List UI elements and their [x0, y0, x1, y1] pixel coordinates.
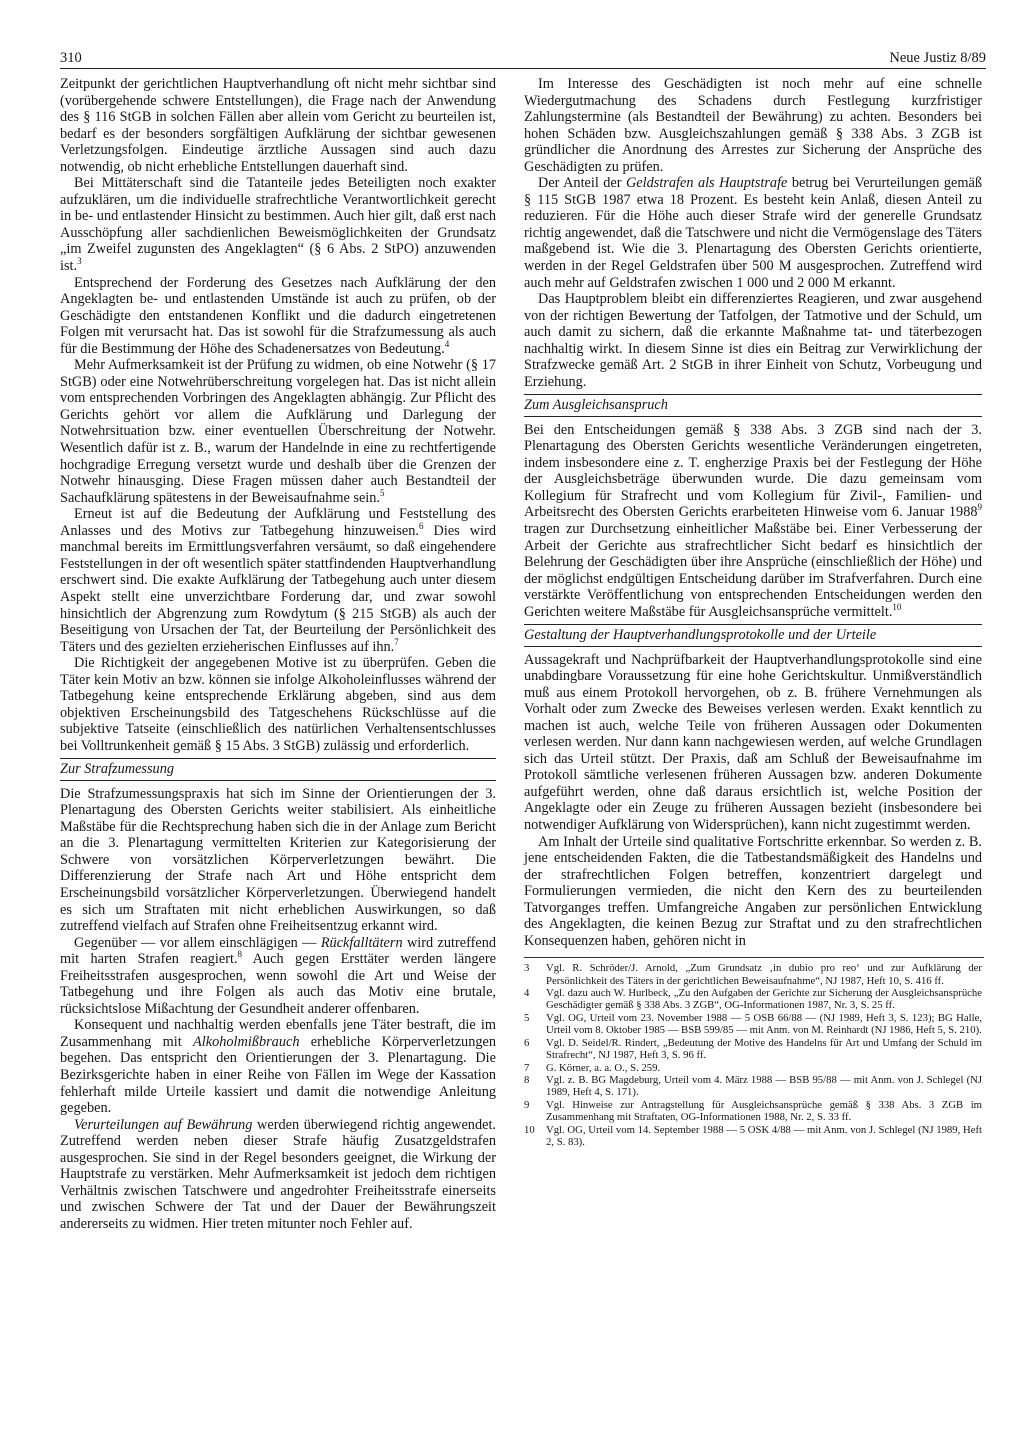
paragraph: Am Inhalt der Urteile sind qualitative Fortschritte erkennbar. So werden z. B. jene entscheidenden Fakten, die die Tatbestandsmäßigkeit des Handelns und der strafrechtlichen Folgen betreffen, konzentriert dargelegt und Formulierungen vermieden, die nicht den Kern des zu beurteilenden Tatvorganges treffen. Umfangreiche Angaben zur persönlichen Entwicklung des Angeklagten, die keinen Bezug zur Straftat und zu den strafrechtlichen Konsequenzen haben, gehören nicht in [524, 833, 982, 949]
section-heading-strafzumessung: Zur Strafzumessung [60, 758, 496, 780]
section-heading-protokolle: Gestaltung der Hauptverhandlungsprotokolle und der Urteile [524, 624, 982, 646]
footnote: 6 Vgl. D. Seidel/R. Rindert, „Bedeutung der Motive des Handelns für Art und Umfang der Schuld im Strafrecht“, NJ 1987, Heft 3, S. 96 ff. [524, 1036, 982, 1061]
footnote-rule [524, 957, 984, 958]
paragraph: Zeitpunkt der gerichtlichen Hauptverhandlung oft nicht mehr sichtbar sind (vorübergehende schwere Entstellungen), die Frage nach der Anwendung des § 116 StGB in solchen Fällen aber allein vom Gericht zu beurteilen ist, bedarf es der besonders sorgfältigen Aufklärung der sichtbar gewesenen Verletzungsfolgen. Eindeutige ärztliche Aussagen sind auch dazu notwendig, ob nicht erhebliche Entstellungen dauerhaft sind. [60, 76, 496, 175]
paragraph: Verurteilungen auf Bewährung werden überwiegend richtig angewendet. Zutreffend werden neben dieser Strafe häufig Zusatzgeldstrafen ausgesprochen. Sie sind in der Regel besonders geeignet, die Wirkung der Hauptstrafe zu verstärken. Mehr Aufmerksamkeit ist jedoch dem richtigen Verhältnis zwischen Tatschwere und angedrohter Freiheitsstrafe einerseits und zwischen Schwere der Tat und der Dauer der Bewährungszeit andererseits zu widmen. Hier treten mitunter noch Fehler auf. [60, 1116, 496, 1232]
footnote: 7 G. Körner, a. a. O., S. 259. [524, 1061, 661, 1074]
footnote: 4 Vgl. dazu auch W. Hurlbeck, „Zu den Aufgaben der Gerichte zur Sicherung der Ausgleichsansprüche Geschädigter gemäß § 338 Abs. 3 ZGB“, OG-Informationen 1987, Nr. 3, S. 25 ff. [524, 987, 982, 1012]
header-rule [60, 68, 986, 69]
footnote-ref[interactable]: 8 [237, 949, 243, 960]
footnote: 5 Vgl. OG, Urteil vom 23. November 1988 — 5 OSB 66/88 — (NJ 1989, Heft 3, S. 123); BG Halle, Urteil vom 8. Oktober 1985 — BSB 599/85 — mit Anm. von M. Reinhardt (NJ 1986, Heft 5, S. 210). [524, 1012, 982, 1037]
section-heading-ausgleichsanspruch: Zum Ausgleichsanspruch [524, 394, 982, 416]
paragraph: Mehr Aufmerksamkeit ist der Prüfung zu widmen, ob eine Notwehr (§ 17 StGB) oder eine Notwehrüberschreitung vorgelegen hat. Das ist nicht allein vom entsprechenden Vorbringen des Angeklagten abhängig. Zur Pflicht des Gerichts gehört vor allem die Aufklärung und Darlegung der Notwehrsituation bzw. einer eventuellen Überschreitung der Notwehr. Wesentlich dafür ist z. B., warum der Handelnde in eine zu rechtfertigende hochgradige Erregung versetzt wurde und deshalb über die Grenzen der Notwehr hinausging. Diese Fragen müssen daher auch Bestandteil der Sachaufklärung spätestens in der Beweisaufnahme sein.$^5$ [60, 357, 496, 506]
footnotes [524, 962, 982, 1148]
paragraph: Konsequent und nachhaltig werden ebenfalls jene Täter bestraft, die im Zusammenhang mit Alkoholmißbrauch erhebliche Körperverletzungen begehen. Das entspricht den Orientierungen der 3. Plenartagung. Die Bezirksgerichte haben in einer Reihe von Fällen im Wege der Kassation fehlerhaft milde Urteile kassiert und damit die notwendige Anleitung gegeben. [60, 1017, 496, 1117]
paragraph: Das Hauptproblem bleibt ein differenziertes Reagieren, und zwar ausgehend von der richtigen Bewertung der Tatfolgen, der Tatmotive und der Schuld, um auch damit zu sichern, daß die erkannte Maßnahme tat- und täterbezogen nachhaltig wirkt. In diesem Sinne ist dies ein Beitrag zur Verwirklichung der Strafzwecke gemäß Art. 2 StGB in ihrer Einheit von Schutz, Vorbeugung und Erziehung. [524, 291, 982, 390]
paragraph: Erneut ist auf die Bedeutung der Aufklärung und Feststellung des Anlasses und des Motivs zur Tatbegehung hinzuweisen.$^6$ Dies wird manchmal bereits im Ermittlungsverfahren versäumt, so daß eingehendere Feststellungen in der oft wesentlich später stattfindenden Hauptverhandlung erschwert sind. Die exakte Aufklärung der Tatbegehung auch unter diesem Aspekt stellt eine unverzichtbare Forderung dar, und zwar sowohl hinsichtlich der Abgrenzung zum Rowdytum (§ 215 StGB) als auch der Beseitigung von Ursachen der Tat, der Beurteilung der Persönlichkeit des Täters und des gezielten erzieherischen Einflusses auf ihn.$^7$ [60, 506, 497, 655]
footnote: 10 Vgl. OG, Urteil vom 14. September 1988 — 5 OSK 4/88 — mit Anm. von J. Schlegel (NJ 1989, Heft 2, S. 83). [524, 1123, 982, 1149]
footnote-ref[interactable]: 4 [444, 338, 450, 349]
page-number: 310 [60, 50, 82, 66]
paragraph: Bei Mittäterschaft sind die Tatanteile jedes Beteiligten noch exakter aufzuklären, um die individuelle strafrechtliche Verantwortlichkeit gerecht in be- und entlastender Hinsicht zu bestimmen. Auch hier gilt, daß erst nach Ausschöpfung aller sachdienlichen Beweismöglichkeiten der Grundsatz „im Zweifel zugunsten des Angeklagten“ (§ 6 Abs. 2 StPO) anzuwenden ist.$^3$ [60, 175, 496, 275]
footnote-ref[interactable]: 9 [977, 502, 982, 513]
journal-name: Neue Justiz 8/89 [889, 50, 986, 66]
footnote-ref[interactable]: 3 [77, 256, 82, 267]
paragraph: Im Interesse des Geschädigten ist noch mehr auf eine schnelle Wiedergutmachung des Schadens durch Festlegung kurzfristiger Zahlungstermine (als Bestandteil der Bewährung) zu achten. Besonders bei hohen Schäden bzw. Ausgleichszahlungen gemäß § 338 Abs. 3 ZGB ist gründlicher die Anordnung des Arrestes zur Sicherung der Ansprüche des Geschädigten zu prüfen. [524, 76, 982, 175]
footnote-ref[interactable]: 10 [892, 601, 902, 612]
footnote-ref[interactable]: 6 [418, 521, 424, 531]
footnote: 3 Vgl. R. Schröder/J. Arnold, „Zum Grundsatz ‚in dubio pro reo‘ und zur Aufklärung der Persönlichkeit des Täters in der gerichtlichen Beweisaufnahme“, NJ 1987, Heft 10, S. 416 ff. [524, 962, 982, 987]
paragraph: Bei den Entscheidungen gemäß § 338 Abs. 3 ZGB sind nach der 3. Plenartagung des Obersten Gerichts wesentliche Veränderungen eingetreten, indem insbesondere eine z. T. engherzige Praxis bei der Festlegung der Höhe der Ausgleichsbeträge überwunden wurde. Die dazu gemeinsam vom Kollegium für Strafrecht und vom Kollegium für Zivil-, Familien- und Arbeitsrecht des Obersten Gerichts erarbeiteten Hinweise vom 6. Januar 1988$^9$ tragen zur Durchsetzung einheitlicher Maßstäbe bei. Einer Verbesserung der Arbeit der Gerichte aus strafrechtlicher Sicht bedarf es hinsichtlich der Belehrung der Geschädigten über ihre Ansprüche (einschließlich der Höhe) und der möglichst endgültigen Entscheidung darüber im Strafverfahren. Durch eine verstärkte Veröffentlichung von entsprechenden Entscheidungen werden den Gerichten weitere Maßstäbe für Ausgleichsansprüche vermittelt.$^{10}$ [524, 421, 982, 620]
footnote: 8 Vgl. z. B. BG Magdeburg, Urteil vom 4. März 1988 — BSB 95/88 — mit Anm. von J. Schlegel (NJ 1989, Heft 4, S. 171). [524, 1074, 982, 1099]
paragraph: Gegenüber — vor allem einschlägigen — Rückfalltätern wird zutreffend mit harten Strafen reagiert.$^8$ Auch gegen Ersttäter werden längere Freiheitsstrafen ausgesprochen, wenn sowohl die Art und Weise der Tatbegehung und ihre Folgen als auch das Motiv eine brutale, rücksichtslose Mißachtung der Gesundheit anderer offenbaren. [60, 934, 496, 1017]
paragraph: Die Strafzumessungspraxis hat sich im Sinne der Orientierungen der 3. Plenartagung des Obersten Gerichts weiter stabilisiert. Als einheitliche Maßstäbe für die Rechtsprechung haben sich die in der Anlage zum Bericht an die 3. Plenartagung vermittelten Kriterien zur Kategorisierung der Schwere von vorsätzlichen Körperverletzungen bewährt. Die Differenzierung der Strafe nach Art und Höhe entspricht dem Erscheinungsbild vorsätzlicher Körperverletzungen. Überwiegend handelt es sich um Straftaten mit nicht erheblichen Auswirkungen, so daß zutreffend vielfach auf Strafen ohne Freiheitsentzug erkannt wird. [60, 785, 496, 935]
footnote-ref[interactable]: 5 [380, 487, 385, 498]
footnote: 9 Vgl. Hinweise zur Antragstellung für Ausgleichsansprüche gemäß § 338 Abs. 3 ZGB im Zusammenhang mit Straftaten, OG-Informationen 1988, Nr. 2, S. 33 ff. [524, 1099, 982, 1124]
footnote-ref[interactable]: 7 [394, 636, 399, 647]
left-column [60, 76, 496, 1232]
page-header [60, 50, 986, 70]
paragraph: Entsprechend der Forderung des Gesetzes nach Aufklärung der den Angeklagten be- und entlastenden Umstände ist auch zu prüfen, ob der Geschädigte den entstandenen Konflikt und die dadurch eingetretenen Folgen mit verursacht hat. Das ist sowohl für die Strafzumessung als auch für die Bestimmung der Höhe des Schadenersatzes von Bedeutung.$^4$ [60, 274, 496, 357]
paragraph: Der Anteil der Geldstrafen als Hauptstrafe betrug bei Verurteilungen gemäß § 115 StGB 1987 etwa 18 Prozent. Es besteht kein Anlaß, diesen Anteil zu reduzieren. Für die Höhe auch dieser Strafe wird der generelle Grundsatz richtig angewendet, daß die Tatschwere und nicht die Vermögenslage des Täters maßgebend ist. Wie die 3. Plenartagung des Obersten Gerichts orientierte, werden in der Regel Geldstrafen über 500 M ausgesprochen. Zutreffend wird auch mehr auf Geldstrafen zwischen 1 000 und 2 000 M erkannt. [524, 175, 982, 291]
paragraph: Die Richtigkeit der angegebenen Motive ist zu überprüfen. Geben die Täter kein Motiv an bzw. können sie infolge Alkoholeinflusses während der Tatbegehung keine entsprechende Erklärung abgeben, sind aus dem objektiven Erscheinungsbild des Tatgeschehens Rückschlüsse auf die subjektive Tatseite (einschließlich des natürlichen Verhaltensentschlusses bei Volltrunkenheit gemäß § 15 Abs. 3 StGB) zulässig und erforderlich. [60, 655, 496, 754]
right-column [524, 76, 982, 1149]
paragraph: Aussagekraft und Nachprüfbarkeit der Hauptverhandlungsprotokolle sind eine unabdingbare Voraussetzung für eine hohe Gerichtskultur. Unmißverständlich muß aus einem Protokoll hervorgehen, ob z. B. frühere Vernehmungen als Vorhalt oder zum Zwecke des Beweises verlesen werden. Exakt kenntlich zu machen ist auch, welche Teile von früheren Aussagen oder Dokumenten verlesen werden. Nur dann kann nachgewiesen werden, auf welche Grundlagen sich das Urteil stützt. Der Praxis, daß am Schluß der Beweisaufnahme im Protokoll sämtliche verlesenen früheren Aussagen bzw. anderen Dokumente aufgeführt werden, ohne daß daraus ersichtlich ist, welche Position der Angeklagte oder ein Zeuge zu früheren Aussagen bezieht (insbesondere bei notwendiger Aufklärung von Widersprüchen), kann nicht zugestimmt werden. [524, 651, 982, 834]
